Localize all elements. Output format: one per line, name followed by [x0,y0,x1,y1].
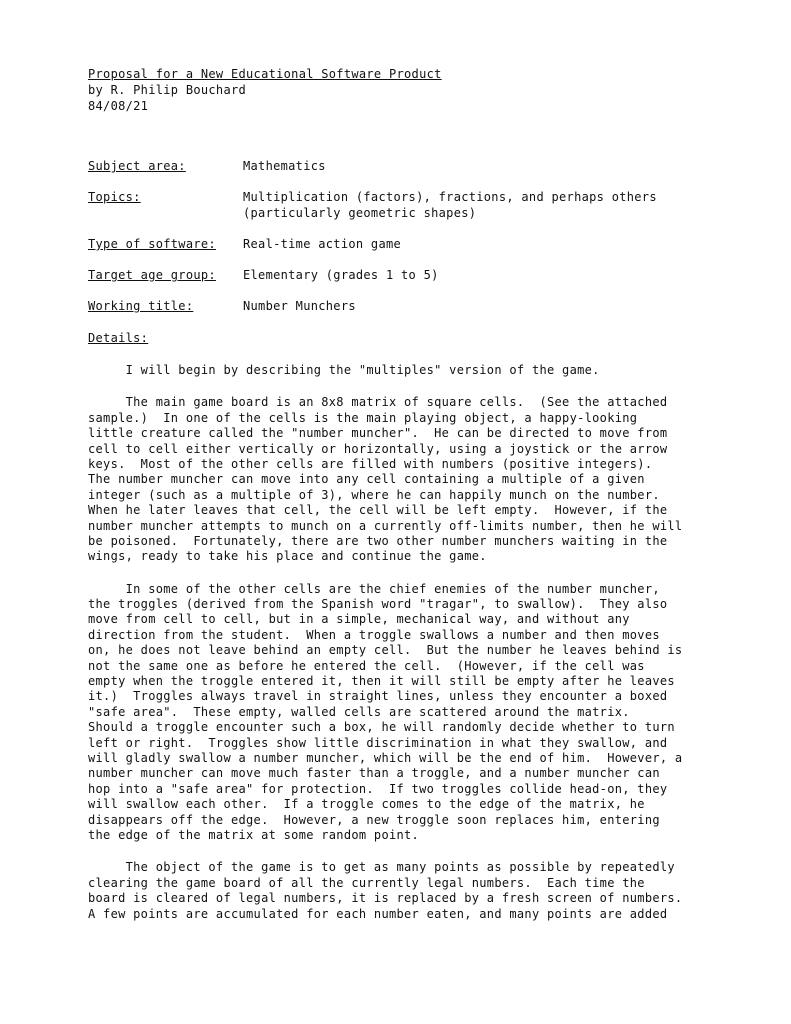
paragraph-line: number muncher attempts to munch on a currently off-limits number, then he will [88,518,683,533]
paragraph-line: When he later leaves that cell, the cell will be left empty. However, if the [88,503,668,518]
paragraph-line: little creature called the "number muncher". He can be directed to move from [88,426,668,441]
paragraph-line: A few points are accumulated for each number eaten, and many points are added [88,906,668,921]
details-paragraph [88,363,728,378]
field-value [243,267,728,283]
details-body [88,363,728,922]
field-value [243,236,728,252]
details-paragraph [88,395,728,564]
paragraph-line: move from cell to cell, but in a simple, mechanical way, and without any [88,612,630,627]
paragraph-line: cell to cell either vertically or horizontally, using a joystick or the arrow [88,441,668,456]
field-value-line: Mathematics [243,159,326,173]
paragraph-line: board is cleared of legal numbers, it is replaced by a fresh screen of numbers. [88,891,683,906]
paragraph-line: be poisoned. Fortunately, there are two other number munchers waiting in the [88,533,668,548]
details-heading: Details: [88,331,149,345]
field-value [243,158,728,174]
field-subject-area [88,158,728,174]
paragraph-line: the troggles (derived from the Spanish word "tragar", to swallow). They also [88,597,668,612]
paragraph-line: I will begin by describing the "multiples" version of the game. [88,363,600,377]
field-target-age-group [88,267,728,283]
field-label: Subject area: [88,159,186,173]
field-label: Topics: [88,190,141,204]
paragraph-line: not the same one as before he entered the cell. (However, if the cell was [88,658,645,673]
field-topics [88,189,728,221]
field-value-line: Number Munchers [243,299,356,313]
paragraph-line: keys. Most of the other cells are filled with numbers (positive integers). [88,456,653,471]
paragraph-line: In some of the other cells are the chief enemies of the number muncher, [88,581,660,596]
paragraph-line: direction from the student. When a troggle swallows a number and then moves [88,627,660,642]
field-label: Target age group: [88,268,216,282]
paragraph-line: empty when the troggle entered it, then it will still be empty after he leaves [88,674,675,689]
paragraph-line: sample.) In one of the cells is the main playing object, a happy-looking [88,410,638,425]
details-paragraph [88,582,728,844]
field-label: Working title: [88,299,194,313]
field-value [243,298,728,314]
paragraph-line: hop into a "safe area" for protection. If two troggles collide head-on, they [88,781,668,796]
field-working-title [88,298,728,314]
paragraph-line: disappears off the edge. However, a new troggle soon replaces him, entering [88,812,660,827]
document-author: by R. Philip Bouchard [88,83,247,97]
paragraph-line: left or right. Troggles show little discrimination in what they swallow, and [88,735,668,750]
paragraph-line: Should a troggle encounter such a box, he will randomly decide whether to turn [88,720,675,735]
document-page [88,66,728,922]
paragraph-line: wings, ready to take his place and continue the game. [88,549,487,564]
paragraph-line: The number muncher can move into any cell containing a multiple of a given [88,472,645,487]
document-date: 84/08/21 [88,99,149,113]
field-value-line: (particularly geometric shapes) [243,206,477,220]
summary-fields [88,158,728,314]
paragraph-line: number muncher can move much faster than a troggle, and a number muncher can [88,766,660,781]
paragraph-line: it.) Troggles always travel in straight lines, unless they encounter a boxed [88,689,668,704]
field-type-of-software [88,236,728,252]
field-value-line: Real-time action game [243,237,402,251]
paragraph-line: will gladly swallow a number muncher, which will be the end of him. However, a [88,750,683,765]
field-label: Type of software: [88,237,216,251]
paragraph-line: "safe area". These empty, walled cells are scattered around the matrix. [88,704,630,719]
paragraph-line: will swallow each other. If a troggle comes to the edge of the matrix, he [88,797,645,812]
paragraph-line: on, he does not leave behind an empty cell. But the number he leaves behind is [88,643,683,658]
field-value-line: Elementary (grades 1 to 5) [243,268,439,282]
field-value [243,189,728,221]
paragraph-line: The object of the game is to get as many points as possible by repeatedly [88,860,675,875]
paragraph-line: the edge of the matrix at some random point. [88,827,420,842]
field-value-line: Multiplication (factors), fractions, and perhaps others [243,190,657,204]
document-title: Proposal for a New Educational Software Product [88,67,442,81]
paragraph-line: clearing the game board of all the currently legal numbers. Each time the [88,875,645,890]
details-paragraph [88,860,728,922]
paragraph-line: integer (such as a multiple of 3), where he can happily munch on the number. [88,487,660,502]
paragraph-line: The main game board is an 8x8 matrix of square cells. (See the attached [88,395,668,410]
